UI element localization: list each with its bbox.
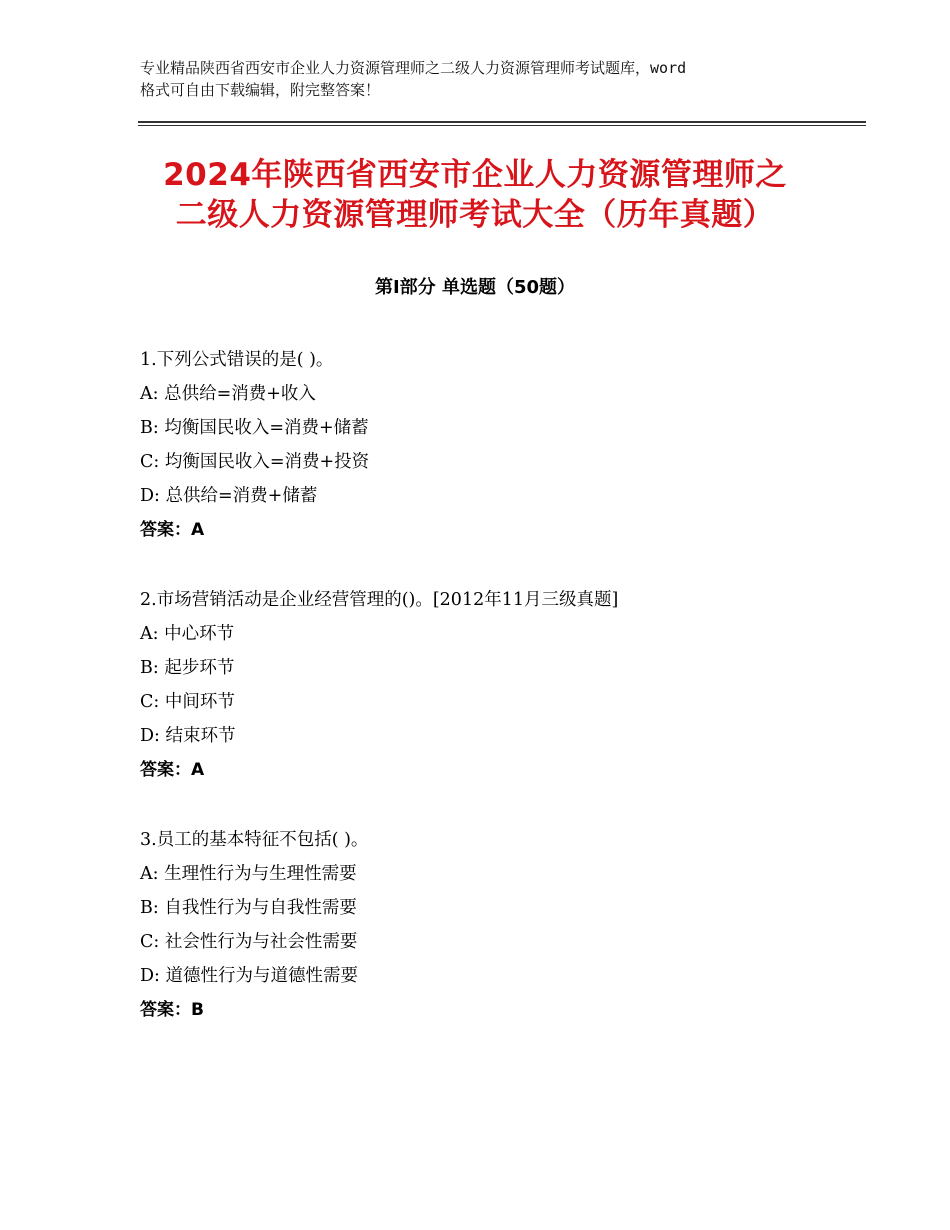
option-d: D: 结束环节 [140, 726, 236, 746]
option-d: D: 道德性行为与道德性需要 [140, 966, 358, 986]
answer-line: 答案：A [140, 760, 205, 780]
question-list [140, 343, 860, 1063]
question-3 [140, 823, 860, 1027]
option-b: B: 起步环节 [140, 658, 235, 678]
question-stem: 2.市场营销活动是企业经营管理的()。[2012年11月三级真题] [140, 590, 619, 610]
option-a: A: 总供给=消费+收入 [140, 384, 316, 404]
question-1 [140, 343, 860, 547]
document-title [100, 155, 850, 235]
option-a: A: 中心环节 [140, 624, 235, 644]
option-c: C: 中间环节 [140, 692, 235, 712]
header-divider-thick [138, 121, 866, 123]
header-note-line-2: 格式可自由下载编辑，附完整答案！ [140, 81, 381, 99]
answer-line: 答案：A [140, 520, 205, 540]
question-2 [140, 583, 860, 787]
header-note [140, 57, 840, 101]
answer-line: 答案：B [140, 1000, 204, 1020]
header-divider-thin [138, 125, 866, 126]
option-d: D: 总供给=消费+储蓄 [140, 486, 318, 506]
question-stem: 1.下列公式错误的是( )。 [140, 350, 334, 370]
option-c: C: 社会性行为与社会性需要 [140, 932, 358, 952]
option-b: B: 均衡国民收入=消费+储蓄 [140, 418, 369, 438]
option-a: A: 生理性行为与生理性需要 [140, 864, 357, 884]
option-c: C: 均衡国民收入=消费+投资 [140, 452, 370, 472]
section-title: 第Ⅰ部分 单选题（50题） [374, 277, 575, 298]
question-stem: 3.员工的基本特征不包括( )。 [140, 830, 369, 850]
document-title-line-1: 2024年陕西省西安市企业人力资源管理师之 [163, 157, 787, 193]
option-b: B: 自我性行为与自我性需要 [140, 898, 357, 918]
document-title-line-2: 二级人力资源管理师考试大全（历年真题） [175, 197, 775, 233]
header-note-line-1: 专业精品陕西省西安市企业人力资源管理师之二级人力资源管理师考试题库，word [140, 59, 687, 77]
